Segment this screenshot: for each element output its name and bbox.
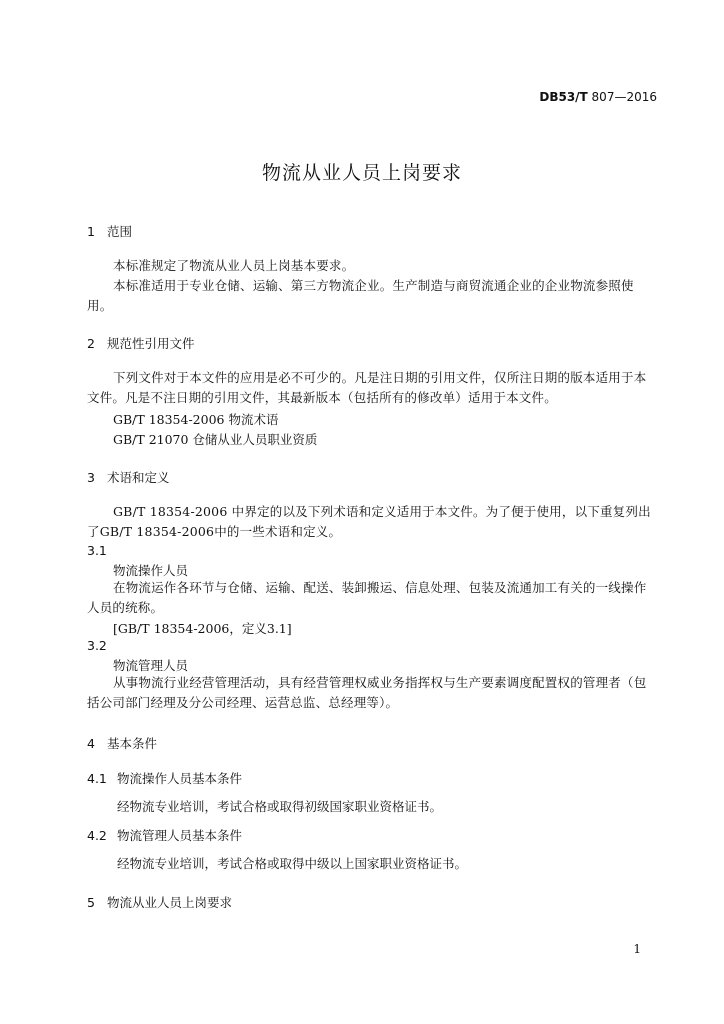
section-3-number: 3 [87, 470, 95, 485]
section-4-number: 4 [87, 736, 95, 751]
section-5-heading [87, 893, 232, 911]
page-number: 1 [633, 942, 641, 956]
term-3-2-name: 物流管理人员 [113, 658, 189, 673]
section-1-title: 范围 [107, 224, 133, 239]
section-2-heading [87, 334, 195, 352]
section-2-title: 规范性引用文件 [107, 336, 195, 351]
section-4-heading [87, 734, 157, 752]
subsection-4-2-number: 4.2 [87, 828, 107, 843]
subsection-4-2-heading [87, 826, 242, 844]
term-3-1-number: 3.1 [87, 543, 107, 558]
section-4-title: 基本条件 [107, 736, 158, 751]
section-5-number: 5 [87, 895, 95, 910]
reference-2: GB/T 21070 仓储从业人员职业资质 [113, 432, 318, 447]
term-3-1-source: [GB/T 18354-2006，定义3.1] [113, 621, 292, 636]
section-2-para-1: 下列文件对于本文件的应用是必不可少的。凡是注日期的引用文件，仅所注日期的版本适用于本文件。凡是不注日期的引用文件，其最新版本（包括所有的修改单）适用于本文件。 [87, 370, 647, 405]
section-3-heading [87, 468, 170, 486]
document-code [539, 90, 657, 104]
subsection-4-2-title: 物流管理人员基本条件 [117, 828, 243, 843]
section-1-para-2: 本标准适用于专业仓储、运输、第三方物流企业。生产制造与商贸流通企业的企业物流参照使用。 [87, 278, 634, 313]
term-3-2-number: 3.2 [87, 638, 107, 653]
subsection-4-1-number: 4.1 [87, 771, 107, 786]
document-code-number: 807—2016 [587, 90, 657, 104]
subsection-4-1-heading [87, 769, 242, 787]
section-5-title: 物流从业人员上岗要求 [107, 895, 233, 910]
section-3-para-1: GB/T 18354-2006 中界定的以及下列术语和定义适用于本文件。为了便于使用，以下重复列出了GB/T 18354-2006中的一些术语和定义。 [87, 504, 651, 539]
section-1-para-1: 本标准规定了物流从业人员上岗基本要求。 [113, 258, 355, 273]
document-code-prefix: DB53/T [539, 90, 588, 104]
term-3-1-definition: 在物流运作各环节与仓储、运输、配送、装卸搬运、信息处理、包装及流通加工有关的一线操作人员的统称。 [87, 580, 647, 615]
document-title: 物流从业人员上岗要求 [261, 162, 462, 184]
reference-1: GB/T 18354-2006 物流术语 [113, 412, 279, 427]
section-1-heading [87, 222, 132, 240]
section-2-number: 2 [87, 336, 95, 351]
term-3-1-name: 物流操作人员 [113, 563, 189, 578]
subsection-4-2-text: 经物流专业培训，考试合格或取得中级以上国家职业资格证书。 [117, 856, 468, 871]
subsection-4-1-title: 物流操作人员基本条件 [117, 771, 243, 786]
section-1-number: 1 [87, 224, 95, 239]
term-3-2-definition: 从事物流行业经营管理活动，具有经营管理权威业务指挥权与生产要素调度配置权的管理者（包括公司部门经理及分公司经理、运营总监、总经理等）。 [87, 675, 647, 710]
section-3-title: 术语和定义 [107, 470, 170, 485]
subsection-4-1-text: 经物流专业培训，考试合格或取得初级国家职业资格证书。 [117, 799, 443, 814]
